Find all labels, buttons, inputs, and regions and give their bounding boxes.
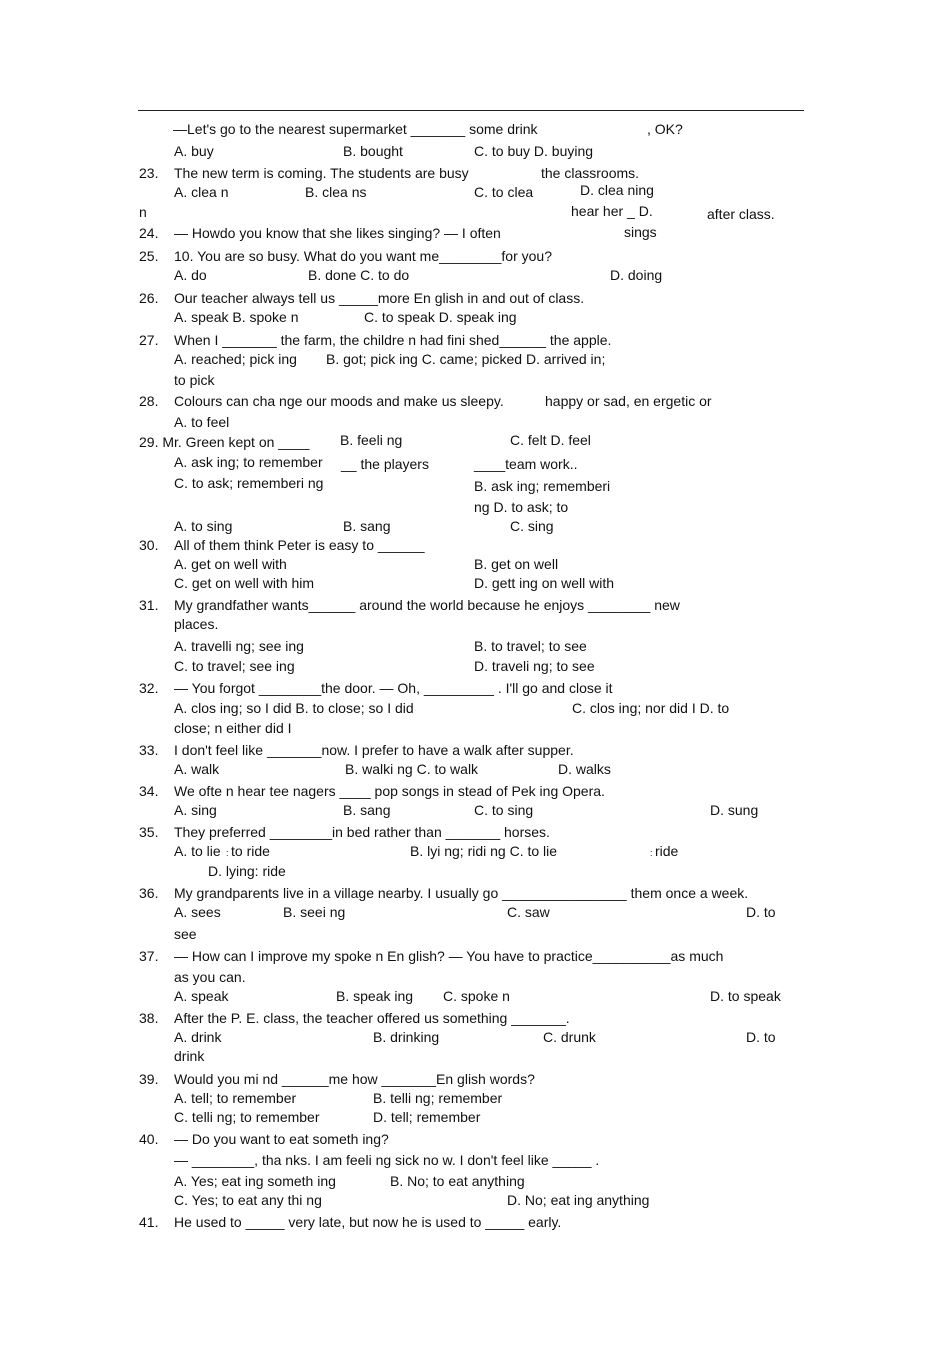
option-text: B. got; pick ing C. came; picked D. arrived in;	[326, 351, 606, 367]
option-text: D. tell; remember	[373, 1109, 481, 1125]
option-text: B. walki ng C. to walk	[345, 761, 479, 777]
option-text: A. clos ing; so I did B. to close; so I did	[174, 700, 414, 716]
question-text: Would you mi nd ______me how _______En glish words?	[174, 1071, 535, 1087]
question-text: We ofte n hear tee nagers ____ pop songs in stead of Pek ing Opera.	[174, 783, 605, 799]
option-text: B. get on well	[474, 556, 559, 572]
option-text: D. to	[746, 904, 776, 920]
question-text: They preferred ________in bed rather than _______ horses.	[174, 824, 550, 840]
question-number: 40.	[139, 1131, 159, 1147]
option-text: C. to ask; rememberi ng	[174, 475, 324, 491]
option-text: B. ask ing; rememberi	[474, 478, 611, 494]
question-text: — You forgot ________the door. — Oh, _________ . I'll go and close it	[174, 680, 613, 696]
option-text: D. sung	[710, 802, 759, 818]
question-text: I don't feel like _______now. I prefer to have a walk after supper.	[174, 742, 574, 758]
question-number: 25.	[139, 248, 159, 264]
option-text: D. lying: ride	[208, 863, 286, 879]
option-text: A. speak B. spoke n	[174, 309, 299, 325]
option-text: D. to speak	[710, 988, 781, 1004]
option-text: A. get on well with	[174, 556, 287, 572]
option-text: C. drunk	[543, 1029, 596, 1045]
option-text: A. drink	[174, 1029, 222, 1045]
option-text: D. doing	[610, 267, 663, 283]
option-text: A. to feel	[174, 414, 230, 430]
option-text: A. tell; to remember	[174, 1090, 297, 1106]
option-text: D. gett ing on well with	[474, 575, 615, 591]
question-text: My grandparents live in a village nearby. I usually go ________________ them once a week.	[174, 885, 749, 901]
option-text: :	[226, 848, 229, 858]
question-text: ____team work..	[474, 456, 578, 472]
question-number: 32.	[139, 680, 159, 696]
option-text: close; n either did I	[174, 720, 292, 736]
option-text: B. clea ns	[305, 184, 367, 200]
question-number: 30.	[139, 537, 159, 553]
question-number: 23.	[139, 165, 159, 181]
option-text: C. telli ng; to remember	[174, 1109, 320, 1125]
question-number: 27.	[139, 332, 159, 348]
option-text: B. lyi ng; ridi ng C. to lie	[410, 843, 558, 859]
question-text: Colours can cha nge our moods and make us sleepy.	[174, 393, 504, 409]
question-number: 37.	[139, 948, 159, 964]
option-text: A. clea n	[174, 184, 229, 200]
option-text: see	[174, 926, 197, 942]
option-text: D. No; eat ing anything	[507, 1192, 650, 1208]
option-text: D. to	[746, 1029, 776, 1045]
question-text: Our teacher always tell us _____more En glish in and out of class.	[174, 290, 585, 306]
question-text: 29. Mr. Green kept on ____	[139, 434, 310, 450]
question-text: — How can I improve my spoke n En glish? — You have to practice__________as much	[174, 948, 724, 964]
option-text: B. No; to eat anything	[390, 1173, 525, 1189]
option-text: C. to sing	[474, 802, 534, 818]
option-text: C. Yes; to eat any thi ng	[174, 1192, 322, 1208]
question-number: 38.	[139, 1010, 159, 1026]
option-text: B. bought	[343, 143, 403, 159]
question-number: 28.	[139, 393, 159, 409]
question-number: 24.	[139, 225, 159, 241]
question-text: My grandfather wants______ around the world because he enjoys ________ new	[174, 597, 680, 613]
question-number: 34.	[139, 783, 159, 799]
option-text: A. Yes; eat ing someth ing	[174, 1173, 336, 1189]
question-number: 39.	[139, 1071, 159, 1087]
question-text: All of them think Peter is easy to ______	[174, 537, 425, 553]
option-text: C. get on well with him	[174, 575, 315, 591]
option-text: C. clos ing; nor did I D. to	[572, 700, 730, 716]
question-number: 31.	[139, 597, 159, 613]
question-text: hear her _ D.	[571, 203, 653, 219]
option-text: D. clea ning	[580, 182, 654, 198]
option-text: :	[650, 848, 653, 858]
option-text: A. sing	[174, 802, 217, 818]
option-text: n	[139, 204, 147, 220]
question-text: , OK?	[647, 121, 683, 137]
question-text: places.	[174, 616, 219, 632]
question-number: 41.	[139, 1214, 159, 1230]
option-text: B. feeli ng	[340, 432, 403, 448]
option-text: A. speak	[174, 988, 229, 1004]
header-rule	[138, 110, 804, 111]
option-text: ride	[655, 843, 679, 859]
option-text: to ride	[231, 843, 270, 859]
question-text: the classrooms.	[541, 165, 640, 181]
question-text: after class.	[707, 206, 775, 222]
question-number: 33.	[139, 742, 159, 758]
option-text: A. to lie	[174, 843, 221, 859]
option-text: C. to buy D. buying	[474, 143, 594, 159]
option-text: B. speak ing	[336, 988, 414, 1004]
question-text: When I _______ the farm, the childre n had fini shed______ the apple.	[174, 332, 612, 348]
option-text: C. to travel; see ing	[174, 658, 295, 674]
question-number: 36.	[139, 885, 159, 901]
option-text: D. walks	[558, 761, 611, 777]
option-text: C. sing	[510, 518, 554, 534]
question-text: __ the players	[341, 456, 429, 472]
option-text: D. traveli ng; to see	[474, 658, 595, 674]
option-text: A. walk	[174, 761, 220, 777]
option-text: drink	[174, 1048, 205, 1064]
question-text: as you can.	[174, 969, 246, 985]
option-text: A. ask ing; to remember	[174, 454, 323, 470]
option-text: C. to clea	[474, 184, 534, 200]
question-text: After the P. E. class, the teacher offered us something _______.	[174, 1010, 570, 1026]
option-text: C. felt D. feel	[510, 432, 591, 448]
option-text: C. spoke n	[443, 988, 510, 1004]
question-text: — Do you want to eat someth ing?	[174, 1131, 389, 1147]
option-text: C. saw	[507, 904, 550, 920]
question-text: happy or sad, en ergetic or	[545, 393, 712, 409]
option-text: A. to sing	[174, 518, 233, 534]
option-text: to pick	[174, 372, 215, 388]
option-text: B. seei ng	[283, 904, 346, 920]
option-text: B. sang	[343, 802, 391, 818]
option-text: A. do	[174, 267, 207, 283]
option-text: ng D. to ask; to	[474, 499, 569, 515]
question-text: — Howdo you know that she likes singing? — I often	[174, 225, 501, 241]
option-text: B. drinking	[373, 1029, 440, 1045]
option-text: A. reached; pick ing	[174, 351, 297, 367]
question-number: 26.	[139, 290, 159, 306]
option-text: B. done C. to do	[308, 267, 410, 283]
option-text: A. travelli ng; see ing	[174, 638, 304, 654]
option-text: B. sang	[343, 518, 391, 534]
question-text: The new term is coming. The students are busy	[174, 165, 469, 181]
option-text: C. to speak D. speak ing	[364, 309, 517, 325]
question-text: 10. You are so busy. What do you want me________for you?	[174, 248, 552, 264]
option-text: A. buy	[174, 143, 214, 159]
question-text: sings	[624, 224, 657, 240]
option-text: B. to travel; to see	[474, 638, 587, 654]
question-number: 35.	[139, 824, 159, 840]
option-text: B. telli ng; remember	[373, 1090, 503, 1106]
question-text: — ________, tha nks. I am feeli ng sick no w. I don't feel like _____ .	[174, 1152, 600, 1168]
question-text: —Let's go to the nearest supermarket _______ some drink	[173, 121, 538, 137]
question-text: He used to _____ very late, but now he is used to _____ early.	[174, 1214, 562, 1230]
option-text: A. sees	[174, 904, 221, 920]
